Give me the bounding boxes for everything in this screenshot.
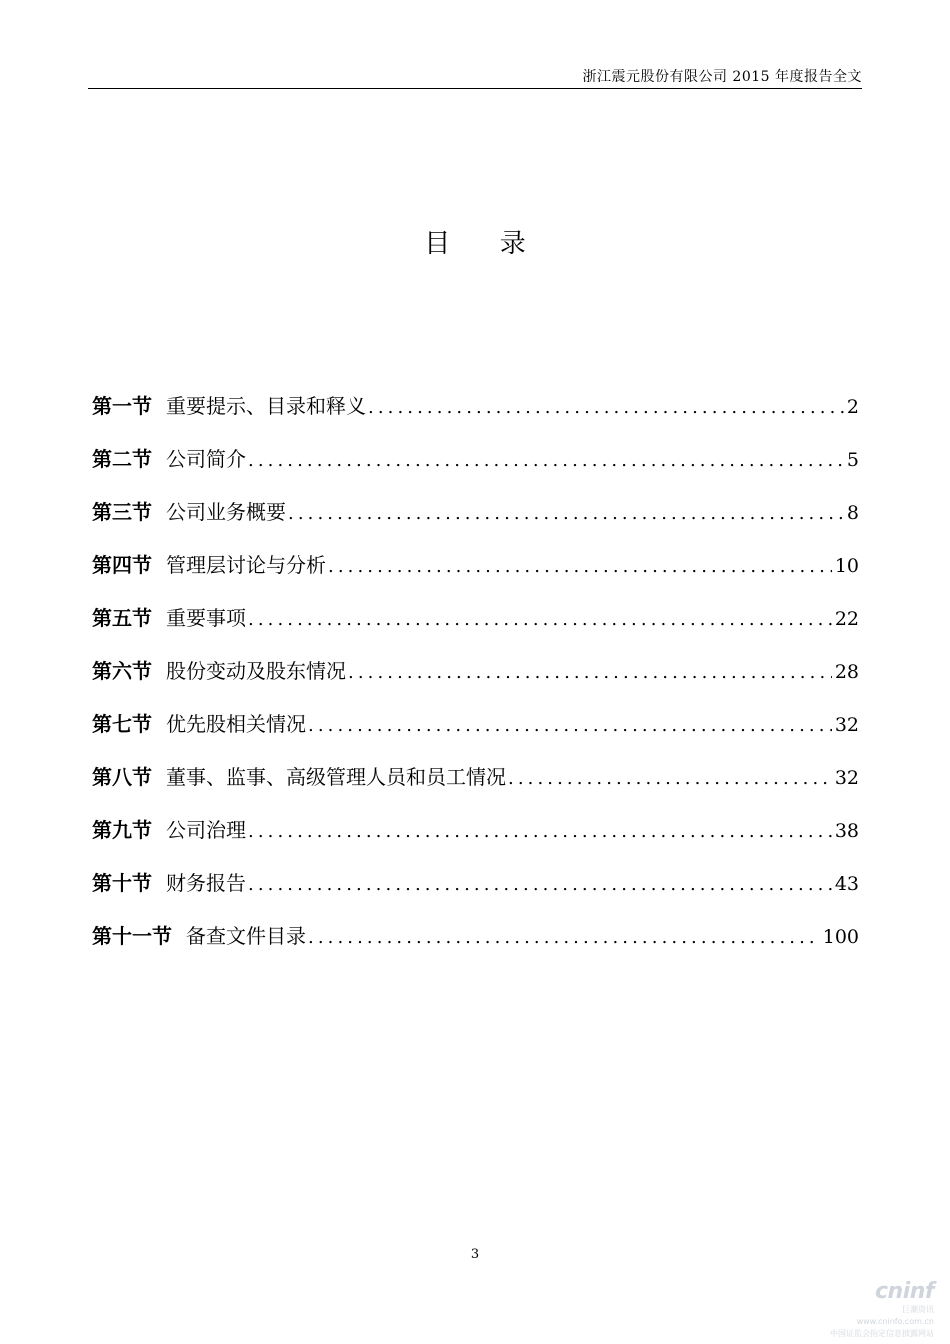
toc-section-title: 股份变动及股东情况 [166, 659, 346, 683]
toc-section-number: 第二节 [92, 447, 152, 471]
toc-entry[interactable] [92, 386, 859, 439]
toc-page-number: 10 [834, 555, 859, 577]
toc-leader-dots [508, 759, 832, 799]
cninfo-logo: cninf [875, 1279, 934, 1304]
cninfo-watermark [814, 1280, 934, 1336]
toc-section-title: 公司业务概要 [166, 500, 286, 524]
toc-page-number: 22 [834, 608, 859, 630]
toc-section-title: 公司治理 [166, 818, 246, 842]
watermark-name: 巨潮资讯 [902, 1305, 934, 1314]
toc-leader-dots [328, 547, 832, 587]
toc-entry[interactable] [92, 704, 859, 757]
toc-page-number: 100 [822, 926, 859, 948]
toc-section-title: 备查文件目录 [186, 924, 306, 948]
toc-section-title: 公司简介 [166, 447, 246, 471]
toc-section-number: 第八节 [92, 765, 152, 789]
table-of-contents [92, 386, 859, 969]
toc-page-number: 5 [846, 449, 859, 471]
toc-leader-dots [288, 494, 844, 534]
toc-section-number: 第九节 [92, 818, 152, 842]
toc-section-number: 第十一节 [92, 924, 172, 948]
toc-section-title: 财务报告 [166, 871, 246, 895]
watermark-org: 中国证监会指定信息披露网站 [830, 1329, 934, 1338]
watermark-url: www.cninfo.com.cn [856, 1317, 934, 1326]
toc-entry[interactable] [92, 916, 859, 969]
toc-leader-dots [348, 653, 832, 693]
toc-page-number: 32 [834, 714, 859, 736]
toc-entry[interactable] [92, 863, 859, 916]
toc-entry[interactable] [92, 810, 859, 863]
toc-page-number: 2 [846, 396, 859, 418]
toc-leader-dots [248, 865, 832, 905]
toc-leader-dots [308, 918, 820, 958]
toc-leader-dots [308, 706, 832, 746]
toc-section-number: 第五节 [92, 606, 152, 630]
toc-page-number: 32 [834, 767, 859, 789]
toc-page-number: 38 [834, 820, 859, 842]
toc-leader-dots [248, 812, 832, 852]
toc-section-number: 第七节 [92, 712, 152, 736]
header-title: 浙江震元股份有限公司 2015 年度报告全文 [582, 69, 862, 85]
toc-page-number: 8 [846, 502, 859, 524]
page-header [88, 64, 862, 89]
toc-entry[interactable] [92, 598, 859, 651]
toc-section-title: 管理层讨论与分析 [166, 553, 326, 577]
toc-entry[interactable] [92, 545, 859, 598]
toc-section-title: 重要事项 [166, 606, 246, 630]
toc-section-number: 第六节 [92, 659, 152, 683]
toc-entry[interactable] [92, 492, 859, 545]
toc-leader-dots [368, 388, 844, 428]
toc-section-title: 优先股相关情况 [166, 712, 306, 736]
toc-section-number: 第十节 [92, 871, 152, 895]
toc-entry[interactable] [92, 651, 859, 704]
toc-leader-dots [248, 600, 832, 640]
toc-leader-dots [248, 441, 844, 481]
page-number: 3 [470, 1247, 480, 1262]
toc-entry[interactable] [92, 757, 859, 810]
toc-section-number: 第四节 [92, 553, 152, 577]
toc-page-number: 43 [834, 873, 859, 895]
toc-section-number: 第一节 [92, 394, 152, 418]
toc-section-title: 董事、监事、高级管理人员和员工情况 [166, 765, 506, 789]
toc-section-number: 第三节 [92, 500, 152, 524]
toc-entry[interactable] [92, 439, 859, 492]
toc-section-title: 重要提示、目录和释义 [166, 394, 366, 418]
toc-page-number: 28 [834, 661, 859, 683]
toc-title: 目 录 [424, 229, 526, 259]
